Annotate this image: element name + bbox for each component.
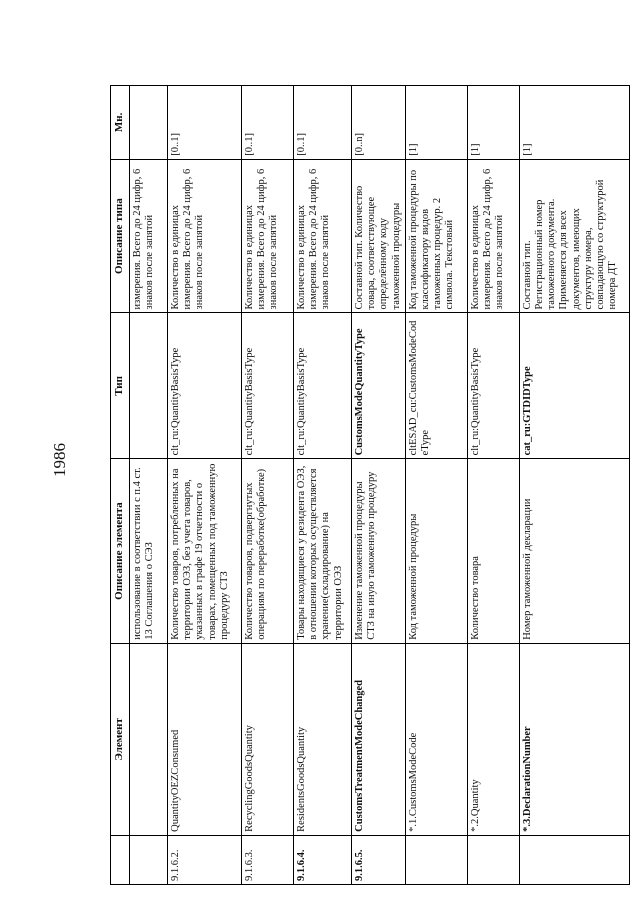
cell-num	[519, 835, 629, 884]
cell-element-description: Изменение таможенной процедуры СТЗ на иную таможенную процедуру	[352, 459, 406, 643]
cell-element-description: Количество товаров, потребленных на территории ОЭЗ, без учета товаров, указанных в графе 19 отчетности о товарах, помещенных под таможенную процедуру СТЗ	[168, 459, 242, 643]
cell-type	[130, 313, 168, 459]
table-row	[130, 86, 168, 885]
cell-element: QuantityOEZConsumed	[168, 643, 242, 835]
cell-type: clt_ru:QuantityBasisType	[168, 313, 242, 459]
cell-num: 9.1.6.2.	[168, 835, 242, 884]
header-type: Тип	[111, 313, 130, 459]
page-number: 1986	[50, 443, 69, 477]
cell-num: 9.1.6.5.	[352, 835, 406, 884]
cell-multiplicity: [1]	[405, 86, 467, 160]
cell-multiplicity: [0..1]	[168, 86, 242, 160]
cell-type: CustomsModeQuantityType	[352, 313, 406, 459]
cell-multiplicity: [0..n]	[352, 86, 406, 160]
cell-type-description: Количество в единицах измерения. Всего до 24 цифр, 6 знаков после запятой	[294, 159, 352, 313]
cell-type: clt_ru:QuantityBasisType	[242, 313, 294, 459]
table-row	[242, 86, 294, 885]
table-row	[519, 86, 629, 885]
cell-multiplicity: [1]	[519, 86, 629, 160]
element-spec-table	[110, 85, 630, 885]
cell-num: 9.1.6.3.	[242, 835, 294, 884]
cell-type-description: Составной тип. Регистрационный номер таможенного документа. Применяется для всех документов, имеющих структуру номера, совпадающую со структурой номера ДТ	[519, 159, 629, 313]
cell-type-description: Количество в единицах измерения. Всего до 24 цифр, 6 знаков после запятой	[242, 159, 294, 313]
table-header-row	[111, 86, 130, 885]
table-row	[168, 86, 242, 885]
cell-element: *.3.DeclarationNumber	[519, 643, 629, 835]
header-element-description: Описание элемента	[111, 459, 130, 643]
cell-num	[467, 835, 519, 884]
cell-element: RecyclingGoodsQuantity	[242, 643, 294, 835]
cell-type: cat_ru:GTDIDType	[519, 313, 629, 459]
cell-type-description: Код таможенной процедуры по классификатору видов таможенных процедур. 2 символа. Текстовый	[405, 159, 467, 313]
cell-element-description: использование в соответствии с п.4 ст. 13 Соглашения о СЭЗ	[130, 459, 168, 643]
cell-element-description: Товары находящиеся у резидента ОЭЗ, в отношении которых осуществляется хранение(складирование) на территории ОЭЗ	[294, 459, 352, 643]
cell-element-description: Номер таможенной декларации	[519, 459, 629, 643]
cell-type-description: Количество в единицах измерения. Всего до 24 цифр, 6 знаков после запятой	[168, 159, 242, 313]
cell-num: 9.1.6.4.	[294, 835, 352, 884]
table-row	[352, 86, 406, 885]
document-table-rotated	[110, 85, 630, 885]
cell-multiplicity: [0..1]	[294, 86, 352, 160]
cell-multiplicity: [1]	[467, 86, 519, 160]
cell-type: clt_ru:QuantityBasisType	[467, 313, 519, 459]
cell-element: *.1.CustomsModeCode	[405, 643, 467, 835]
cell-element	[130, 643, 168, 835]
cell-type-description: Составной тип. Количество товара, соответствующее определённому коду таможенной процедуры	[352, 159, 406, 313]
cell-type-description: Количество в единицах измерения. Всего до 24 цифр, 6 знаков после запятой	[467, 159, 519, 313]
table-row	[467, 86, 519, 885]
cell-num	[405, 835, 467, 884]
cell-type-description: измерения. Всего до 24 цифр, 6 знаков после запятой	[130, 159, 168, 313]
cell-element-description: Код таможенной процедуры	[405, 459, 467, 643]
header-type-description: Описание типа	[111, 159, 130, 313]
cell-element: *.2.Quantity	[467, 643, 519, 835]
cell-element: CustomsTreatmentModeChanged	[352, 643, 406, 835]
cell-multiplicity: [0..1]	[242, 86, 294, 160]
cell-num	[130, 835, 168, 884]
cell-element: ResidentsGoodsQuantity	[294, 643, 352, 835]
cell-multiplicity	[130, 86, 168, 160]
table-row	[294, 86, 352, 885]
cell-element-description: Количество товара	[467, 459, 519, 643]
table-row	[405, 86, 467, 885]
cell-element-description: Количество товаров, подвергнутых операциям по переработке(обработке)	[242, 459, 294, 643]
header-multiplicity: Мн.	[111, 86, 130, 160]
header-element: Элемент	[111, 643, 130, 835]
header-num	[111, 835, 130, 884]
cell-type: clt_ru:QuantityBasisType	[294, 313, 352, 459]
cell-type: cltESAD_cu:CustomsModeCodeType	[405, 313, 467, 459]
